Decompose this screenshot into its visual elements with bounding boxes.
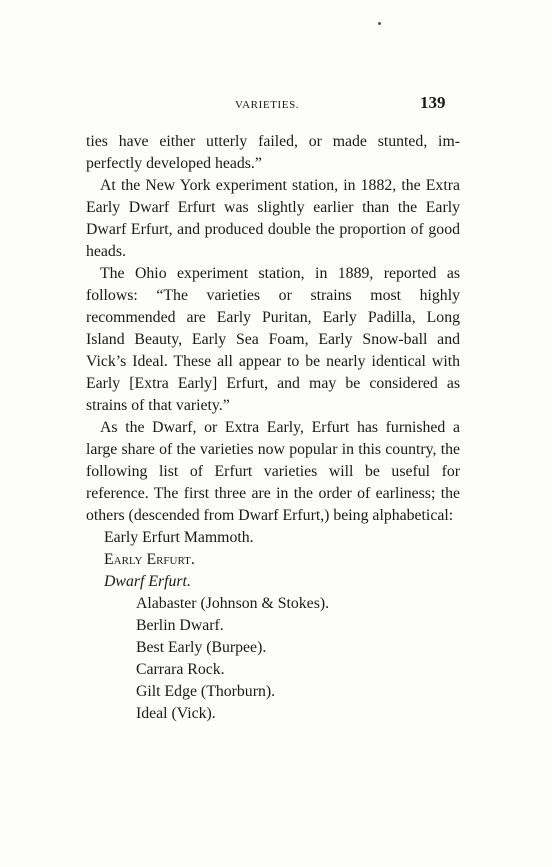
list-item: Gilt Edge (Thorburn).	[136, 683, 276, 700]
variety-list	[86, 527, 460, 725]
running-head: VARIETIES.	[235, 99, 300, 111]
list-item: Dwarf Erfurt.	[104, 573, 191, 590]
list-item: Ideal (Vick).	[136, 705, 216, 722]
print-speck	[378, 22, 381, 25]
list-item: Carrara Rock.	[136, 661, 225, 678]
list-item: Best Early (Burpee).	[136, 639, 267, 656]
body-text	[86, 131, 460, 725]
list-item: Berlin Dwarf.	[136, 617, 224, 634]
paragraph-ohio-station: The Ohio experiment station, in 1889, reported as follows: “The varieties or strains most highly recommended are Early Puritan, Early Padilla, Long Island Beauty, Early Sea Foam, Early Snow-ball and Vick’s Ideal. These all appear to be nearly identical with Early [Extra Early] Erfurt, and may be considered as strains of that variety.”	[86, 265, 460, 414]
paragraph-continuation: ties have either utterly failed, or made stunted, im-perfectly developed heads.”	[86, 133, 460, 172]
page-number: 139	[420, 93, 446, 112]
list-item: Early Erfurt Mammoth.	[104, 529, 254, 546]
paragraph-new-york-station: At the New York experiment station, in 1882, the Extra Early Dwarf Erfurt was slightly earlier than the Early Dwarf Erfurt, and produced double the proportion of good heads.	[86, 177, 460, 260]
list-item: Early Erfurt.	[104, 551, 195, 568]
page-header	[0, 93, 552, 113]
list-item: Alabaster (Johnson & Stokes).	[136, 595, 330, 612]
paragraph-erfurt-varieties: As the Dwarf, or Extra Early, Erfurt has furnished a large share of the varieties now popular in this country, the following list of Erfurt varieties will be useful for reference. The first three are in the order of earliness; the others (descended from Dwarf Erfurt,) being alphabetical:	[86, 419, 460, 524]
